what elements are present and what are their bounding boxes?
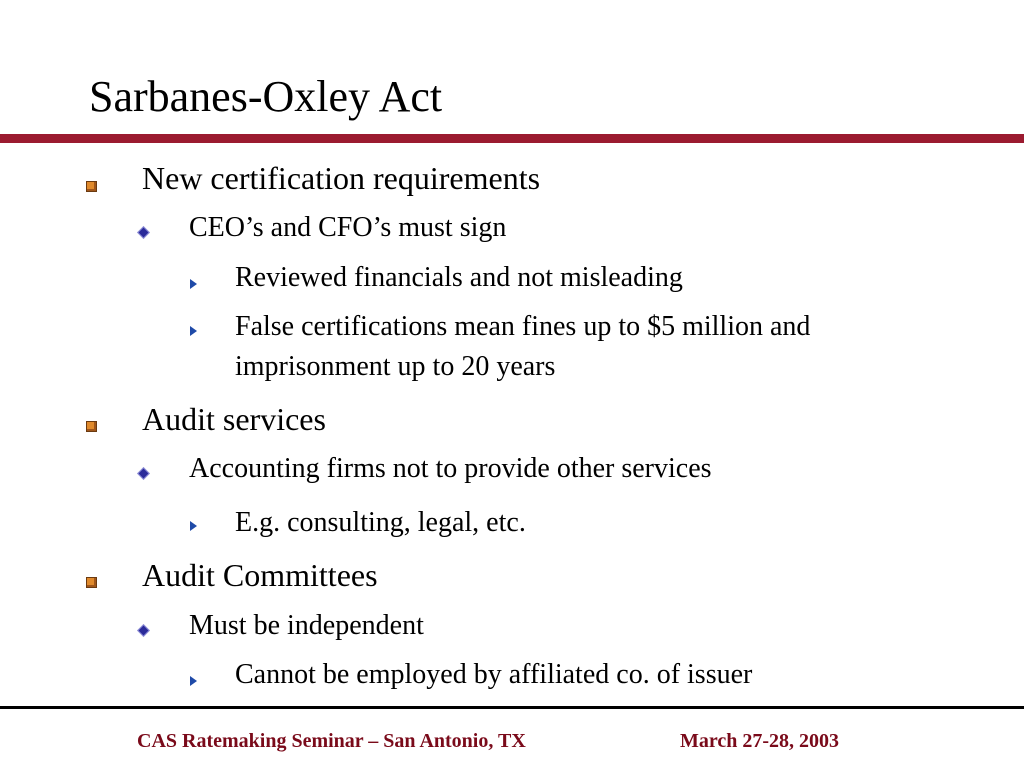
footer-divider <box>0 706 1024 709</box>
slide-title: Sarbanes-Oxley Act <box>89 72 443 121</box>
bullet-text: Audit Committees <box>142 557 378 593</box>
bullet-diamond-icon <box>137 226 150 239</box>
bullet-square-icon <box>86 181 97 192</box>
bullet-text: New certification requirements <box>142 160 541 196</box>
bullet-text: Must be independent <box>189 610 424 641</box>
bullet-text: E.g. consulting, legal, etc. <box>235 507 526 538</box>
bullet-arrow-icon <box>190 521 197 531</box>
bullet-item-level3 <box>235 307 810 387</box>
bullet-item-level2 <box>189 451 712 487</box>
bullet-item-level1 <box>142 555 378 595</box>
footer-event: CAS Ratemaking Seminar – San Antonio, TX <box>137 730 526 752</box>
bullet-arrow-icon <box>190 676 197 686</box>
bullet-arrow-icon <box>190 279 197 289</box>
bullet-arrow-icon <box>190 326 197 336</box>
footer-date: March 27-28, 2003 <box>680 730 840 752</box>
bullet-item-level3 <box>235 655 752 695</box>
bullet-text: CEO’s and CFO’s must sign <box>189 212 507 243</box>
bullet-square-icon <box>86 577 97 588</box>
bullet-item-level2 <box>189 608 424 644</box>
bullet-text: Audit services <box>142 401 326 437</box>
bullet-text-line: False certifications mean fines up to $5 million and <box>235 311 811 342</box>
bullet-diamond-icon <box>137 624 150 637</box>
bullet-diamond-icon <box>137 467 150 480</box>
bullet-item-level3 <box>235 503 526 543</box>
bullet-item-level2 <box>189 210 506 246</box>
bullet-item-level1 <box>142 158 540 198</box>
bullet-text-line: imprisonment up to 20 years <box>235 351 556 382</box>
bullet-square-icon <box>86 421 97 432</box>
bullet-item-level3 <box>235 258 683 298</box>
bullet-item-level1 <box>142 399 326 439</box>
bullet-text: Accounting firms not to provide other services <box>189 453 712 484</box>
bullet-text: Reviewed financials and not misleading <box>235 262 683 293</box>
title-divider <box>0 134 1024 143</box>
bullet-text: Cannot be employed by affiliated co. of issuer <box>235 659 753 690</box>
